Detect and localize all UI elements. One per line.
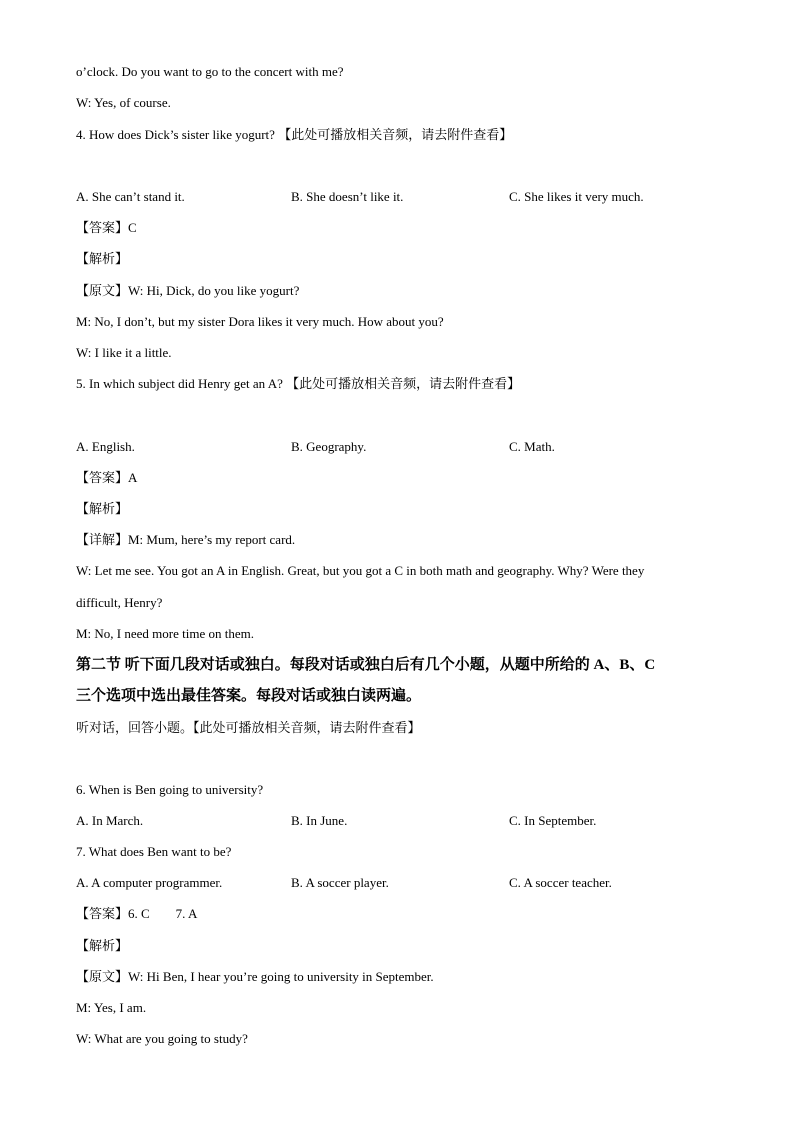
q5-option-c: C. Math. [509,439,555,454]
q5-option-b: B. Geography. [291,439,367,454]
q5-detail: 【详解】M: Mum, here’s my report card. [76,532,296,547]
q5-option-a: A. English. [76,439,135,454]
dialogue-line: M: No, I need more time on them. [76,626,254,641]
question-4: 4. How does Dick’s sister like yogurt? 【此处可播放相关音频，请去附件查看】 [76,127,513,142]
q4-option-c: C. She likes it very much. [509,189,644,204]
q6-option-a: A. In March. [76,813,144,828]
q4-analysis-label: 【解析】 [76,251,129,266]
dialogue-line: W: Let me see. You got an A in English. Great, but you got a C in both math and geography. Why? Were they [76,563,645,578]
q6-option-c: C. In September. [509,813,597,828]
question-5: 5. In which subject did Henry get an A? 【此处可播放相关音频，请去附件查看】 [76,376,521,391]
dialogue-line: o’clock. Do you want to go to the concert with me? [76,64,344,79]
q7-option-b: B. A soccer player. [291,875,389,890]
dialogue-line: M: Yes, I am. [76,1000,147,1015]
q4-option-a: A. She can’t stand it. [76,189,185,204]
dialogue-line: difficult, Henry? [76,595,163,610]
dialogue-line: W: Yes, of course. [76,95,171,110]
question-7: 7. What does Ben want to be? [76,844,232,859]
q4-transcript: 【原文】W: Hi, Dick, do you like yogurt? [76,283,300,298]
q7-option-c: C. A soccer teacher. [509,875,612,890]
section-heading-cont: 三个选项中选出最佳答案。每段对话或独白读两遍。 [76,688,422,704]
listening-instruction: 听对话，回答小题。【此处可播放相关音频，请去附件查看】 [76,720,421,735]
dialogue-line: W: What are you going to study? [76,1031,248,1046]
q7-option-a: A. A computer programmer. [76,875,223,890]
q5-answer: 【答案】A [76,470,138,485]
question-6: 6. When is Ben going to university? [76,782,264,797]
q6-7-transcript: 【原文】W: Hi Ben, I hear you’re going to university in September. [76,969,434,984]
q6-7-answer: 【答案】6. C 7. A [76,906,198,921]
dialogue-line: W: I like it a little. [76,345,172,360]
q5-analysis-label: 【解析】 [76,501,129,516]
q4-option-b: B. She doesn’t like it. [291,189,404,204]
q6-option-b: B. In June. [291,813,348,828]
section-heading: 第二节 听下面几段对话或独白。每段对话或独白后有几个小题，从题中所给的 A、B、C [76,657,656,673]
q4-answer: 【答案】C [76,220,137,235]
q6-7-analysis-label: 【解析】 [76,938,129,953]
dialogue-line: M: No, I don’t, but my sister Dora likes it very much. How about you? [76,314,444,329]
